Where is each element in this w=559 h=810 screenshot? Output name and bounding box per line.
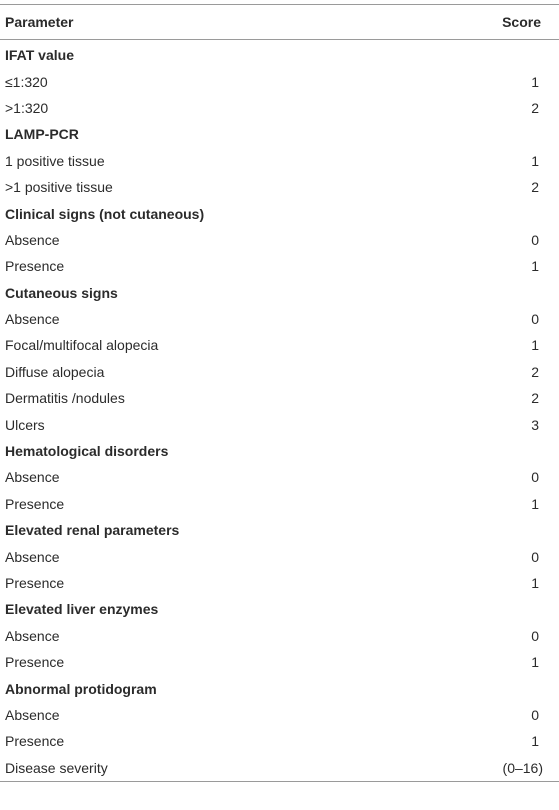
- row-parameter: Clinical signs (not cutaneous): [5, 205, 205, 222]
- row-score: 2: [531, 179, 539, 196]
- table-row: [0, 464, 559, 490]
- table-group-row: [0, 517, 559, 543]
- row-score: 2: [531, 99, 539, 116]
- row-parameter: Presence: [5, 733, 65, 750]
- header-parameter: Parameter: [5, 14, 74, 30]
- row-parameter: Absence: [5, 627, 60, 644]
- row-score: 3: [531, 416, 539, 433]
- table-row: [0, 253, 559, 279]
- row-parameter: Disease severity: [5, 759, 108, 776]
- row-score: 0: [531, 469, 539, 486]
- table-header-row: [0, 5, 559, 39]
- row-parameter: Absence: [5, 469, 60, 486]
- row-parameter: Ulcers: [5, 416, 45, 433]
- row-score: 1: [531, 337, 539, 354]
- row-score: 0: [531, 627, 539, 644]
- row-parameter: >1 positive tissue: [5, 179, 113, 196]
- table-row: [0, 702, 559, 728]
- table-row: [0, 623, 559, 649]
- row-score: 0: [531, 548, 539, 565]
- table-row: [0, 174, 559, 200]
- table-row: [0, 491, 559, 517]
- row-score: 1: [531, 73, 539, 90]
- table-group-row: [0, 121, 559, 147]
- row-parameter: Absence: [5, 311, 60, 328]
- row-parameter: Hematological disorders: [5, 443, 169, 460]
- row-score: 1: [531, 258, 539, 275]
- table-group-row: [0, 280, 559, 306]
- table-row: [0, 306, 559, 332]
- row-parameter: Absence: [5, 231, 60, 248]
- table-row: [0, 570, 559, 596]
- header-score: Score: [502, 14, 541, 30]
- row-parameter: Absence: [5, 548, 60, 565]
- row-parameter: LAMP-PCR: [5, 126, 79, 143]
- table-row: [0, 649, 559, 675]
- table-row: [0, 359, 559, 385]
- row-parameter: Abnormal protidogram: [5, 680, 157, 697]
- row-parameter: >1:320: [5, 99, 49, 116]
- table-body: [0, 42, 559, 781]
- row-parameter: Focal/multifocal alopecia: [5, 337, 159, 354]
- row-score: 0: [531, 311, 539, 328]
- table-row: [0, 728, 559, 754]
- row-parameter: Elevated renal parameters: [5, 522, 180, 539]
- table-row: [0, 95, 559, 121]
- row-parameter: Cutaneous signs: [5, 284, 118, 301]
- table-row: [0, 148, 559, 174]
- scoring-table: [0, 4, 559, 782]
- row-parameter: Presence: [5, 654, 65, 671]
- row-score: 1: [531, 654, 539, 671]
- row-parameter: Presence: [5, 495, 65, 512]
- row-score: 2: [531, 363, 539, 380]
- row-parameter: 1 positive tissue: [5, 152, 105, 169]
- table-row: [0, 68, 559, 94]
- table-group-row: [0, 596, 559, 622]
- row-parameter: Diffuse alopecia: [5, 363, 105, 380]
- table-group-row: [0, 42, 559, 68]
- table-row: [0, 385, 559, 411]
- row-score: 1: [531, 495, 539, 512]
- table-header-rule: [0, 39, 559, 40]
- row-parameter: ≤1:320: [5, 73, 48, 90]
- row-score: 1: [531, 575, 539, 591]
- row-parameter: Presence: [5, 258, 65, 275]
- table-row: [0, 411, 559, 437]
- row-score: 1: [531, 733, 539, 750]
- table-group-row: [0, 438, 559, 464]
- row-parameter: Dermatitis /nodules: [5, 390, 125, 407]
- table-row: [0, 543, 559, 569]
- table-row: [0, 755, 559, 781]
- table-row: [0, 227, 559, 253]
- row-score: 0: [531, 231, 539, 248]
- table-row: [0, 332, 559, 358]
- table-bottom-rule: [0, 781, 559, 782]
- row-parameter: IFAT value: [5, 47, 74, 64]
- row-score: 1: [531, 152, 539, 169]
- row-parameter: Absence: [5, 706, 60, 723]
- table-group-row: [0, 675, 559, 701]
- row-score: (0–16): [502, 759, 543, 776]
- table-group-row: [0, 200, 559, 226]
- row-score: 0: [531, 706, 539, 723]
- row-parameter: Elevated liver enzymes: [5, 601, 159, 618]
- row-parameter: Presence: [5, 575, 65, 591]
- row-score: 2: [531, 390, 539, 407]
